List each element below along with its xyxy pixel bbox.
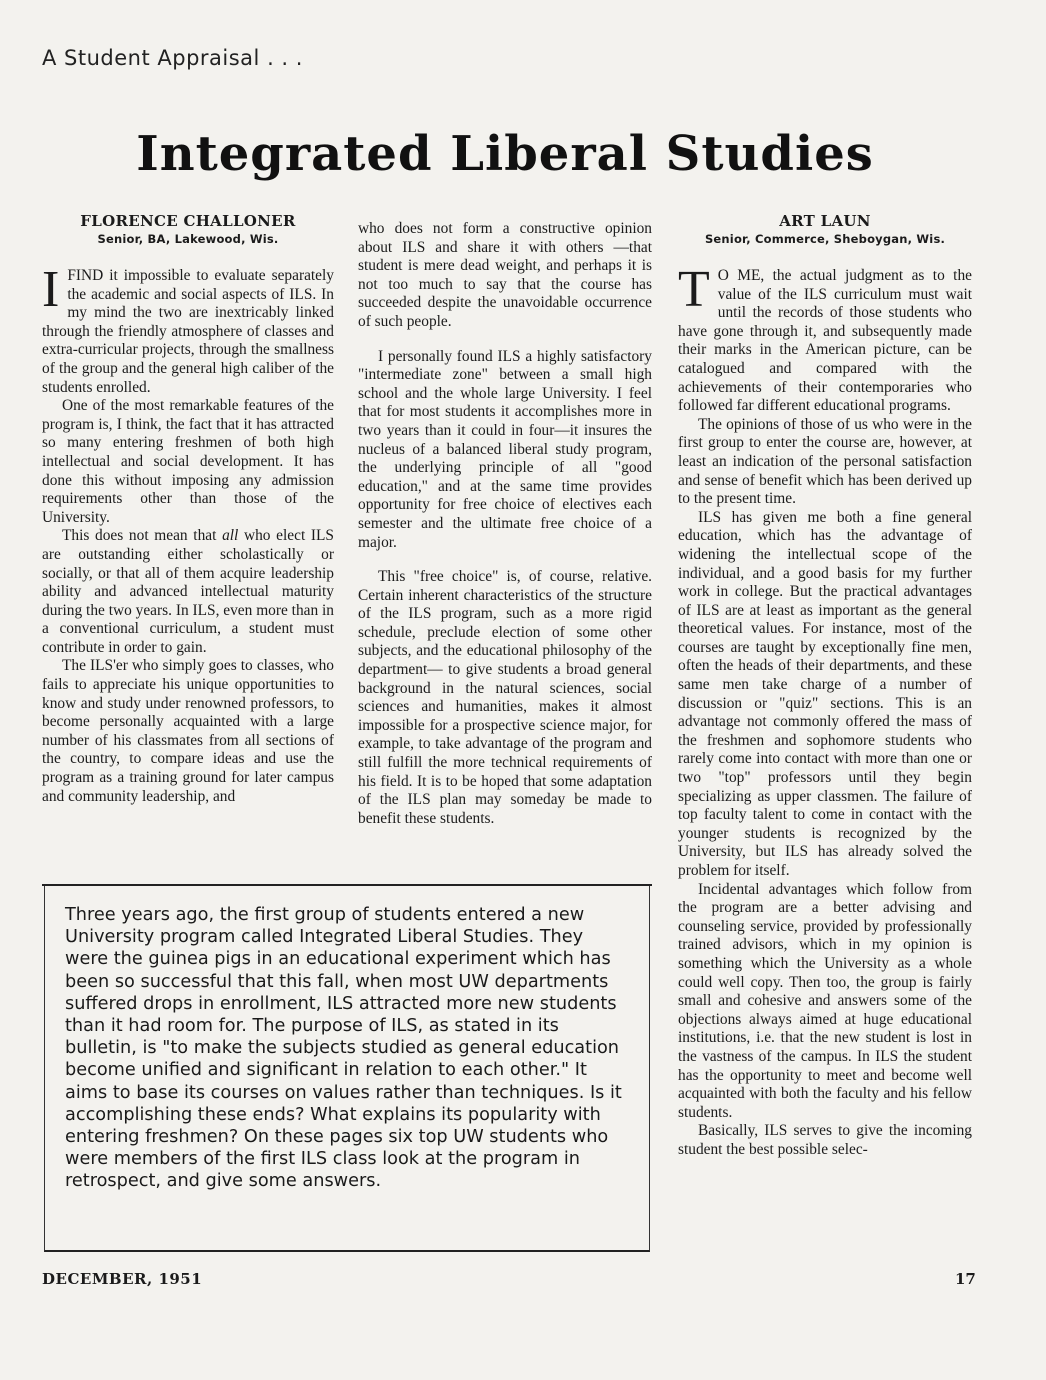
author-name: FLORENCE CHALLONER <box>80 212 296 230</box>
section-kicker: A Student Appraisal . . . <box>42 46 303 70</box>
paragraph: who does not form a constructive opinion about ILS and share it with others —that student is mere dead weight, and perhaps it is not too much to say that the course has succeeded despite the unavoidable occurrence of such people. <box>358 220 652 330</box>
paragraph: One of the most remarkable features of the program is, I think, the fact that it has attracted so many entering freshmen of both high intellectual and social development. It has done this without imposing any admission requirements other than those of the University. <box>42 397 334 526</box>
paragraph-text: O ME, the actual judgment as to the value of the ILS curriculum must wait until the records of those students who have gone through it, and subsequently made their marks in the American picture, can be catalogued and compared with the achievements of their contemporaries who followed far different educational programs. <box>678 267 972 415</box>
byline-laun <box>678 212 972 247</box>
intro-sidebar-text: Three years ago, the first group of students entered a new University program called Integrated Liberal Studies. They were the guinea pigs in an educational experiment which has been so successful that this fall, when most UW departments suffered drops in enrollment, ILS attracted more new students than it had room for. The purpose of ILS, as stated in its bulletin, is "to make the subjects studied as general education become unified and significant in relation to each other." It aims to base its courses on values rather than techniques. Is it accomplishing these ends? What explains its popularity with entering freshmen? On these pages six top UW students who were members of the first ILS class look at the program in retrospect, and give some answers. <box>65 905 622 1192</box>
paragraph: The ILS'er who simply goes to classes, who fails to appreciate his unique opportunities to know and study under renowned professors, to become personally acquainted with a large number of his classmates from all sections of the country, to compare ideas and use the program as a training ground for later campus and community leadership, and <box>42 657 334 805</box>
paragraph: Incidental advantages which follow from the program are a better advising and counseling service, provided by professionally trained advisors, which in my opinion is something which the University as a whole could well copy. Then too, the group is fairly small and cohesive and answers some of the objections always aimed at huge educational institutions, i.e. that the new student is lost in the vastness of the campus. In ILS the student has the opportunity to meet and become well acquainted with both the faculty and his fellow students. <box>678 880 972 1121</box>
paragraph: Basically, ILS serves to give the incoming student the best possible selec- <box>678 1122 972 1158</box>
paragraph-text: This does not mean that <box>62 527 223 545</box>
intro-sidebar-box <box>44 886 650 1252</box>
author-affiliation: Senior, Commerce, Sheboygan, Wis. <box>704 232 946 246</box>
page-title: Integrated Liberal Studies <box>136 126 874 182</box>
page-number: 17 <box>955 1270 976 1288</box>
paragraph <box>678 261 972 416</box>
paragraph: This "free choice" is, of course, relative. Certain inherent characteristics of the structure of the ILS program, such as a more rigid schedule, preclude election of some other subjects, and the educational philosophy of the department— to give students a broad general background in the natural sciences, social sciences and humanities, makes it almost impossible for a prospective science major, for example, to take advantage of the program and still fulfill the more technical requirements of his field. It is to be hoped that some adaptation of the ILS plan may someday be made to benefit these students. <box>358 568 652 827</box>
paragraph: ILS has given me both a fine general education, which has the advantage of widening the intellectual scope of the individual, and a good basis for my further work in college. But the practical advantages of ILS are at least as important as the general theoretical values. For instance, most of the courses are taught by exceptionally fine men, often the heads of their departments, and these same men take charge of a number of discussion or "quiz" sections. This is an advantage not commonly offered the mass of the freshmen and sophomore students who rarely come into contact with more than one or two "top" professors until they begin specializing as upper classmen. The failure of top faculty talent to come in contact with the younger students is recognized by the University, but ILS has already solved the problem for itself. <box>678 508 972 879</box>
article-column-continued <box>358 220 652 828</box>
drop-cap: I <box>42 261 60 318</box>
emphasis-text: all <box>222 527 239 545</box>
footer-date: DECEMBER, 1951 <box>42 1270 203 1288</box>
author-affiliation: Senior, BA, Lakewood, Wis. <box>97 232 279 246</box>
paragraph-text: FIND it impossible to evaluate separately the academic and social aspects of ILS. In my mind the two are inextricably linked through the friendly atmosphere of classes and extra-curricular projects, through the smallness of the group and the general high caliber of the students enrolled. <box>42 267 334 396</box>
author-name: ART LAUN <box>779 212 871 230</box>
paragraph: The opinions of those of us who were in the first group to enter the course are, however, at least an indication of the personal satisfaction and sense of benefit which has been derived up to the present time. <box>678 415 972 508</box>
paragraph-text: who elect ILS are outstanding either scholastically or socially, or that all of them acquire leadership ability and advanced intellectual maturity during the two years. In ILS, even more than in a conventional curriculum, a student must contribute in order to gain. <box>42 527 334 656</box>
paragraph <box>42 527 334 657</box>
paragraph: I personally found ILS a highly satisfactory "intermediate zone" between a small high school and the whole large University. I feel that for most students it accomplishes more in two years than it could in four—it insures the nucleus of a balanced liberal study program, the underlying principle of all "good education," and at the same time provides opportunity for free choice of electives each semester and the ultimate free choice of a major. <box>358 347 652 551</box>
article-column-challoner <box>42 212 334 806</box>
byline-challoner <box>42 212 334 247</box>
article-column-laun <box>678 212 972 1160</box>
drop-cap: T <box>678 261 710 318</box>
paragraph <box>42 261 334 397</box>
